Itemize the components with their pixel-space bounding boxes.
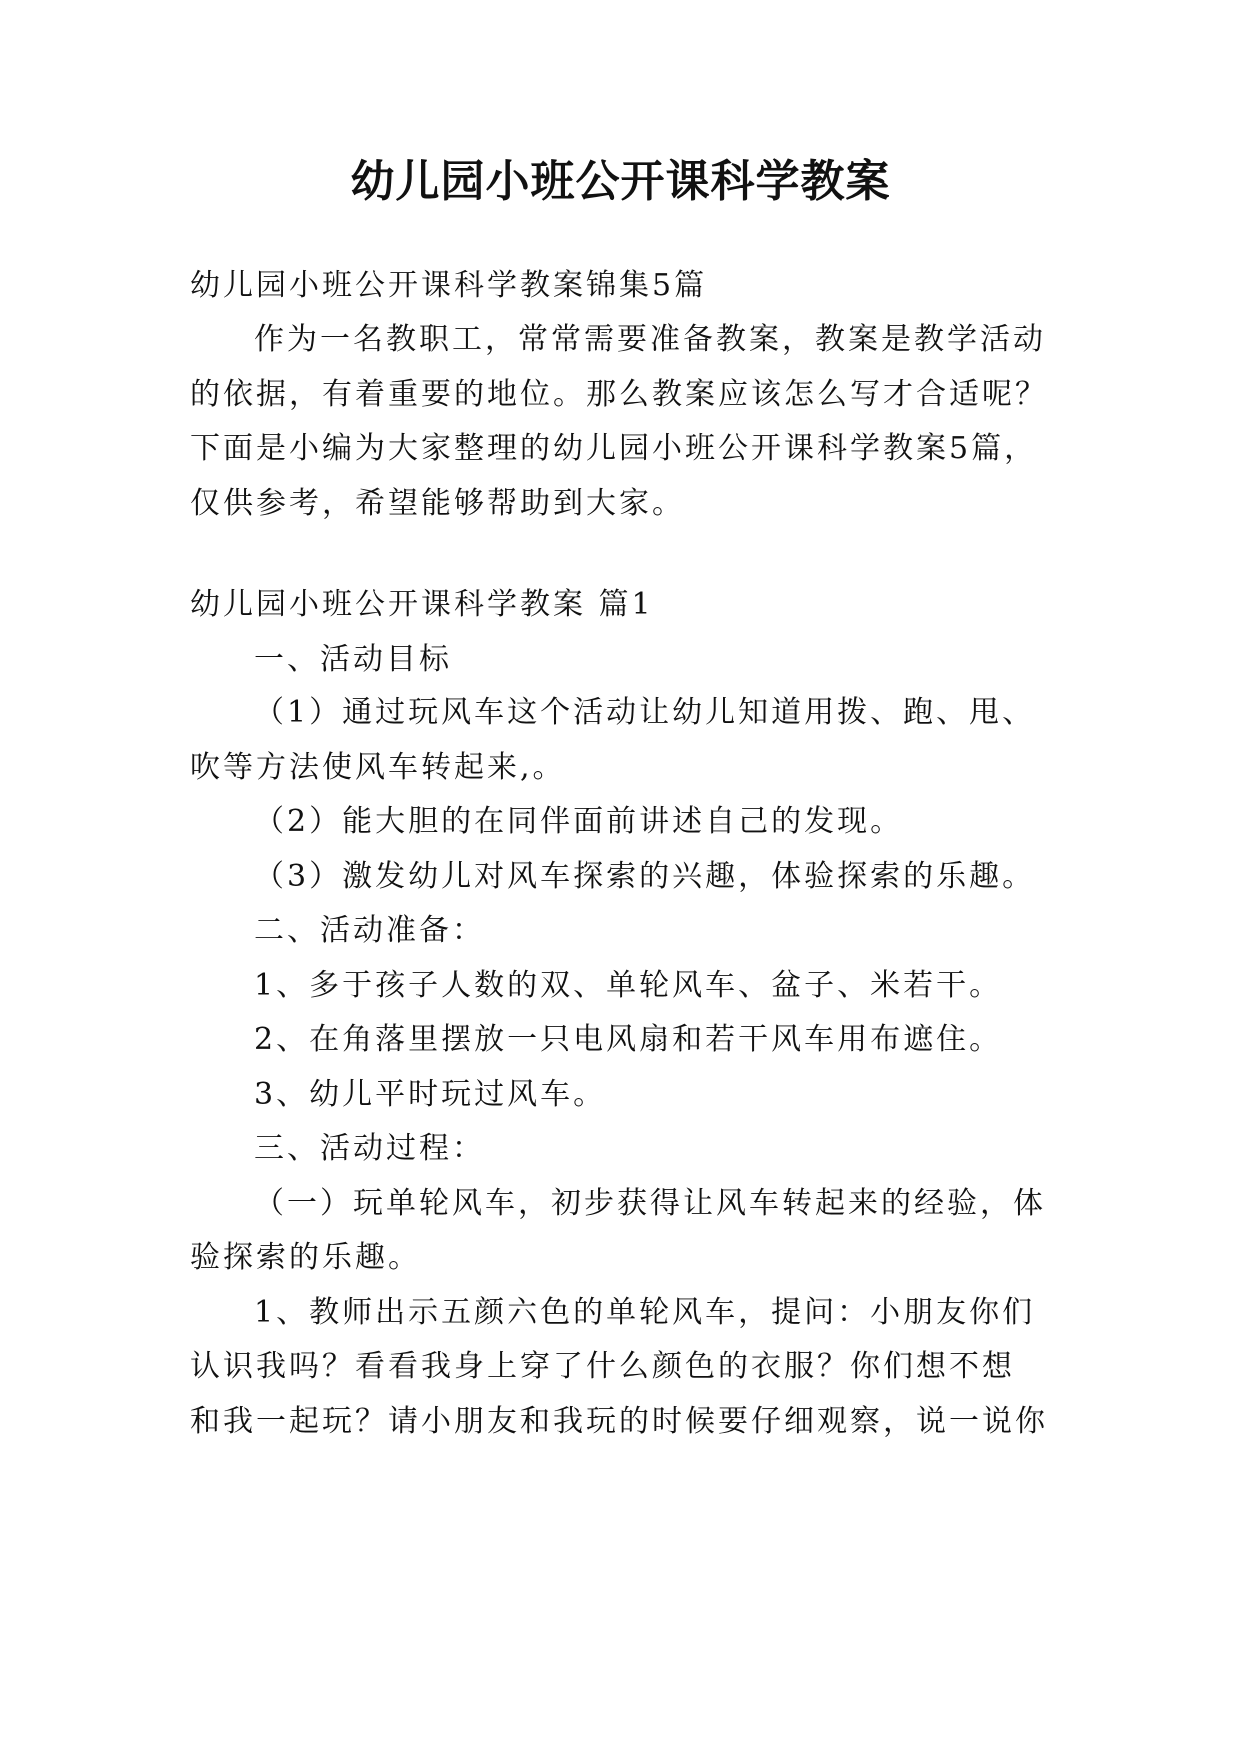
intro-paragraph-line: 下面是小编为大家整理的幼儿园小班公开课科学教案5篇， [190,431,1038,466]
document-title: 幼儿园小班公开课科学教案 [350,156,891,207]
body-line: 1、教师出示五颜六色的单轮风车，提问：小朋友你们 [254,1295,1036,1330]
collection-heading: 幼儿园小班公开课科学教案锦集5篇 [190,268,708,303]
body-line: （3）激发幼儿对风车探索的兴趣，体验探索的乐趣。 [254,859,1036,894]
body-line: 2、在角落里摆放一只电风扇和若干风车用布遮住。 [254,1022,1003,1057]
body-line: 吹等方法使风车转起来,。 [190,750,566,785]
body-line: （一）玩单轮风车，初步获得让风车转起来的经验，体 [254,1186,1046,1221]
subsection-heading: 一、活动目标 [254,642,452,677]
body-line: 和我一起玩？请小朋友和我玩的时候要仔细观察，说一说你 [190,1404,1048,1439]
body-line: 验探索的乐趣。 [190,1240,421,1275]
body-line: 认识我吗？看看我身上穿了什么颜色的衣服？你们想不想 [190,1349,1015,1384]
body-line: （1）通过玩风车这个活动让幼儿知道用拨、跑、甩、 [254,695,1036,730]
subsection-heading: 三、活动过程： [254,1131,485,1166]
body-line: 1、多于孩子人数的双、单轮风车、盆子、米若干。 [254,968,1003,1003]
intro-paragraph-line: 的依据，有着重要的地位。那么教案应该怎么写才合适呢？ [190,377,1048,412]
section-heading: 幼儿园小班公开课科学教案 篇1 [190,587,654,622]
intro-paragraph-line: 仅供参考，希望能够帮助到大家。 [190,486,685,521]
subsection-heading: 二、活动准备： [254,913,485,948]
body-line: 3、幼儿平时玩过风车。 [254,1077,607,1112]
intro-paragraph-line: 作为一名教职工，常常需要准备教案，教案是教学活动 [254,322,1046,357]
body-line: （2）能大胆的在同伴面前讲述自己的发现。 [254,804,904,839]
